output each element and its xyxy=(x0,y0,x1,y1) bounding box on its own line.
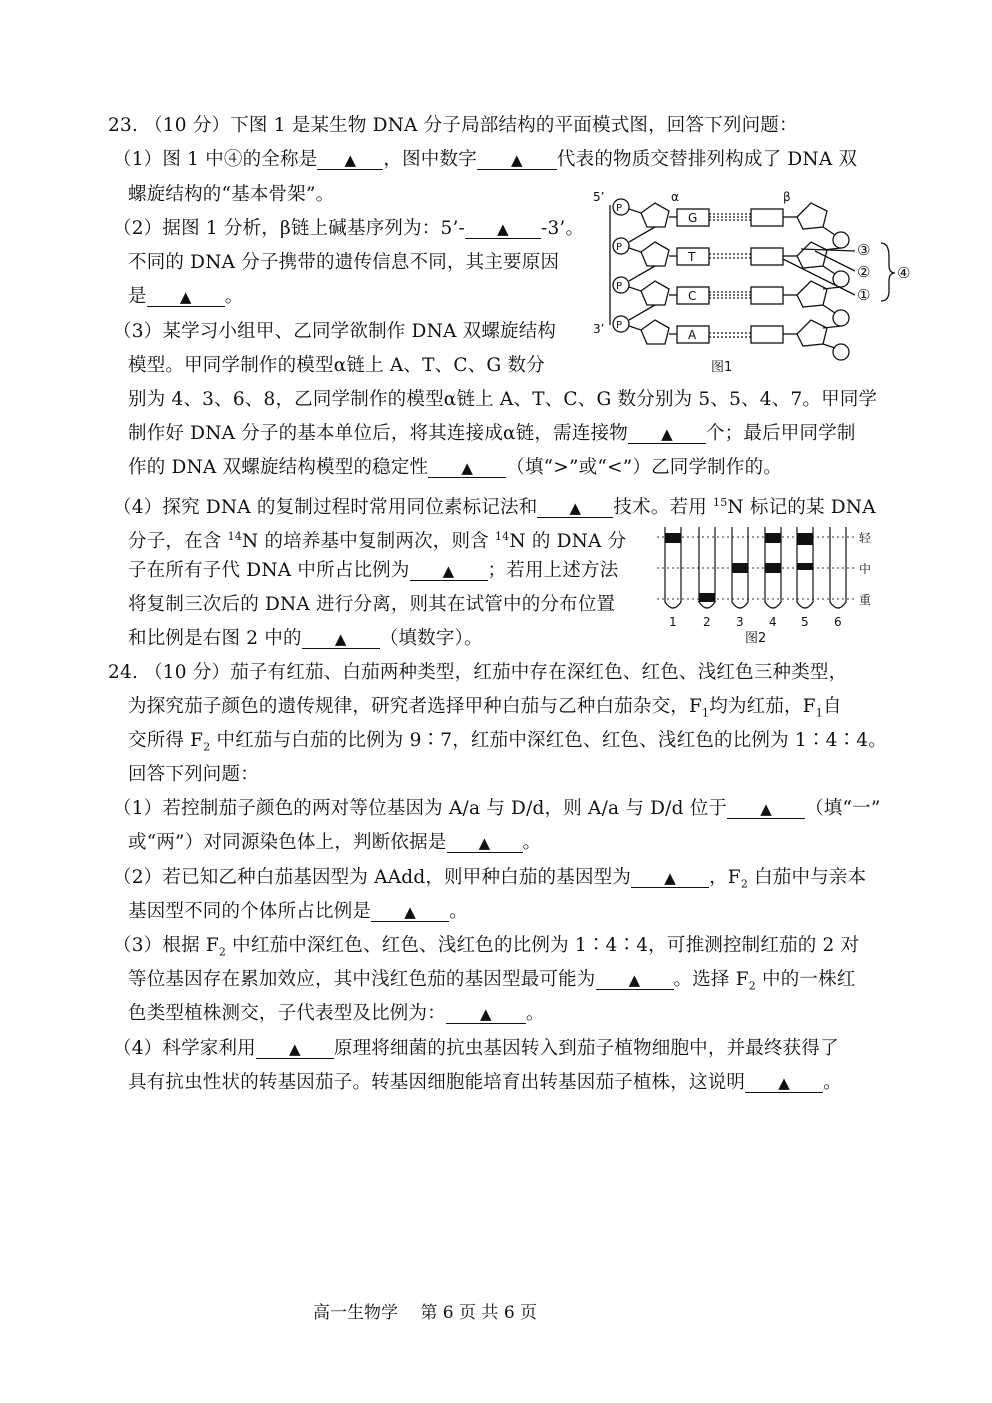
base-label-g: G xyxy=(688,211,698,225)
answer-blank[interactable] xyxy=(631,866,709,888)
q23-part4-text-g: 子在所有子代 DNA 中所占比例为 xyxy=(128,560,410,581)
q23-part3-text-a: 制作好 DNA 分子的基本单位后，将其连接成α链，需连接物 xyxy=(128,423,628,444)
tube-number: 5 xyxy=(801,615,809,629)
light-label: 轻 xyxy=(859,531,872,545)
blank-marker: ▲ xyxy=(179,288,192,306)
q24-text-a: 为探究茄子颜色的遗传规律，研究者选择甲种白茄与乙种白茄杂交，F xyxy=(128,696,703,717)
q23-part4-line5 xyxy=(128,627,483,651)
q23-part4-text-e: N 的培养基中复制两次，则含 xyxy=(242,531,495,553)
deoxyribose-pentagon xyxy=(641,320,669,344)
q23-part2-line xyxy=(113,217,584,241)
q24-part3-text-b: 中红茄中深红色、红色、浅红色的比例为 1∶4∶4，可推测控制红茄的 2 对 xyxy=(226,935,860,956)
dna-band xyxy=(797,533,813,545)
answer-blank[interactable] xyxy=(302,627,380,649)
phosphate-circle xyxy=(833,344,849,360)
dna-band xyxy=(797,563,813,570)
q23-part4-line3 xyxy=(128,559,618,583)
q23-part3-line4 xyxy=(128,422,856,446)
phosphate-circle xyxy=(833,232,849,248)
q23-part3-line1: （3）某学习小组甲、乙同学欲制作 DNA 双螺旋结构 xyxy=(113,321,557,342)
q23-part4-text-f: N 的 DNA 分 xyxy=(509,531,627,553)
q24-part4-text-a: （4）科学家利用 xyxy=(113,1038,256,1059)
base-label-t: T xyxy=(688,250,696,264)
q24-part1-text-d: 。 xyxy=(522,832,542,853)
q23-part4-text-b: 技术。若用 xyxy=(613,497,714,519)
subscript: 2 xyxy=(748,979,756,993)
deoxyribose-pentagon xyxy=(797,320,827,346)
q23-part3-text-d: （填“>”或“<”）乙同学制作的。 xyxy=(506,457,782,478)
answer-blank[interactable] xyxy=(371,900,449,922)
blank-marker: ▲ xyxy=(511,151,523,169)
blank-marker: ▲ xyxy=(461,459,474,477)
q24-part3-text-a: （3）根据 F xyxy=(113,935,219,956)
q24-stem-line3 xyxy=(128,729,887,760)
answer-blank[interactable] xyxy=(428,456,506,478)
q23-part2-text-b: -3’。 xyxy=(541,218,585,239)
isotope-superscript: 14 xyxy=(494,530,510,543)
subscript: 1 xyxy=(815,706,823,720)
q23-part4-text-c: N 标记的某 DNA xyxy=(727,497,876,519)
subscript: 2 xyxy=(203,740,211,754)
q23-part4-line4: 将复制三次后的 DNA 进行分离，则其在试管中的分布位置 xyxy=(128,594,616,615)
q24-part1-text-b: （填“一” xyxy=(805,798,881,819)
q23-part4-text-d: 分子，在含 xyxy=(128,531,228,553)
q24-part1-text-a: （1）若控制茄子颜色的两对等位基因为 A/a 与 D/d，则 A/a 与 D/d 位于 xyxy=(113,798,728,819)
blank-marker: ▲ xyxy=(497,220,509,238)
blank-marker: ▲ xyxy=(442,562,455,580)
q23-part2-line3 xyxy=(128,285,243,309)
answer-blank[interactable] xyxy=(147,285,225,307)
q24-part3-line3 xyxy=(128,1002,545,1026)
fig1-num4: ④ xyxy=(897,264,911,282)
answer-blank[interactable] xyxy=(446,1002,526,1024)
answer-blank[interactable] xyxy=(317,148,383,170)
q24-part3-text-f: 色类型植株测交，子代表型及比例为： xyxy=(128,1003,446,1024)
q24-part3-text-d: 。选择 F xyxy=(673,969,749,990)
fig1-label-3: 3’ xyxy=(593,322,605,336)
q24-part1-line1 xyxy=(113,797,881,821)
q24-part2-text-c: 白茄中与亲本 xyxy=(748,867,867,888)
blank-marker: ▲ xyxy=(628,971,641,989)
q23-part4-text-a: （4）探究 DNA 的复制过程时常用同位素标记法和 xyxy=(113,497,538,519)
q23-part4-line2 xyxy=(128,525,626,554)
answer-blank[interactable] xyxy=(256,1037,334,1059)
page-footer: 高一生物学 第 6 页 共 6 页 xyxy=(313,1303,538,1323)
base-box xyxy=(751,209,783,226)
phosphate-label: P xyxy=(616,242,623,253)
deoxyribose-pentagon xyxy=(641,281,669,305)
deoxyribose-pentagon xyxy=(641,242,669,266)
deoxyribose-pentagon xyxy=(797,203,827,229)
phosphate-label: P xyxy=(616,203,623,214)
q24-title: 24. （10 分）茄子有红茄、白茄两种类型，红茄中存在深红色、红色、浅红色三种类型， xyxy=(108,662,848,683)
tube-number: 2 xyxy=(703,615,711,629)
dna-band xyxy=(732,563,748,573)
dna-band xyxy=(665,533,681,543)
q24-part3-line2 xyxy=(128,968,856,999)
blank-marker: ▲ xyxy=(478,834,491,852)
deoxyribose-pentagon xyxy=(797,281,827,307)
dna-band xyxy=(765,533,781,543)
blank-marker: ▲ xyxy=(480,1005,492,1023)
fig1-caption: 图1 xyxy=(711,360,733,375)
subscript: 1 xyxy=(702,706,710,720)
answer-blank[interactable] xyxy=(727,797,805,819)
blank-marker: ▲ xyxy=(289,1040,301,1058)
q23-part3-line5 xyxy=(128,456,782,480)
q23-part1-text-b: ，图中数字 xyxy=(383,149,477,170)
blank-marker: ▲ xyxy=(661,425,673,443)
q24-text-e: 中红茄与白茄的比例为 9∶7，红茄中深红色、红色、浅红色的比例为 1∶4∶4。 xyxy=(210,730,887,751)
q24-part2-line1 xyxy=(113,866,866,897)
q23-title: 23. （10 分）下图 1 是某生物 DNA 分子局部结构的平面模式图，回答下列问题： xyxy=(108,115,798,136)
q24-stem-line2 xyxy=(128,695,842,726)
q23-part1-line2: 螺旋结构的“基本骨架”。 xyxy=(128,184,335,205)
answer-blank[interactable] xyxy=(410,559,488,581)
phosphate-label: P xyxy=(616,320,623,331)
tube-number: 4 xyxy=(769,615,777,629)
blank-marker: ▲ xyxy=(334,630,347,648)
blank-marker: ▲ xyxy=(569,499,582,518)
answer-blank[interactable] xyxy=(537,496,613,518)
q23-part2-text-d: 。 xyxy=(224,286,244,307)
base-box xyxy=(751,287,783,304)
answer-blank[interactable] xyxy=(477,148,557,170)
middle-label: 中 xyxy=(859,562,872,576)
tube-number: 6 xyxy=(834,615,842,629)
q23-part1-text-c: 代表的物质交替排列构成了 DNA 双 xyxy=(556,149,858,170)
centrifuge-tubes-figure xyxy=(655,522,885,647)
fig1-alpha: α xyxy=(671,190,679,204)
blank-marker: ▲ xyxy=(760,800,772,818)
q24-part4-text-b: 原理将细菌的抗虫基因转入到茄子植物细胞中，并最终获得了 xyxy=(333,1038,839,1059)
q24-text-b: 均为红茄，F xyxy=(709,696,816,717)
tube-number: 3 xyxy=(736,615,744,629)
q23-part2-text-a: （2）据图 1 分析，β链上碱基序列为：5’- xyxy=(113,218,466,239)
base-label-a: A xyxy=(688,328,697,342)
q24-part1-text-c: 或“两”）对同源染色体上，判断依据是 xyxy=(128,832,447,853)
q23-part4-text-j: （填数字）。 xyxy=(379,628,483,649)
blank-marker: ▲ xyxy=(404,903,416,921)
q24-part2-text-b: ，F xyxy=(709,867,741,888)
q23-part4-text-i: 和比例是右图 2 中的 xyxy=(128,628,302,649)
q24-text-d: 交所得 F xyxy=(128,730,204,751)
isotope-superscript: 14 xyxy=(227,530,242,543)
answer-blank[interactable] xyxy=(447,831,523,853)
q24-stem-line4: 回答下列问题： xyxy=(128,764,259,785)
q24-part3-text-e: 中的一株红 xyxy=(755,969,856,990)
blank-marker: ▲ xyxy=(344,151,357,169)
q24-text-c: 自 xyxy=(823,696,842,717)
q24-part4-text-c: 具有抗虫性状的转基因茄子。转基因细胞能培育出转基因茄子植株，这说明 xyxy=(128,1072,746,1093)
q24-part1-line2 xyxy=(128,831,541,855)
tube-number: 1 xyxy=(669,615,677,629)
q24-part3-line1 xyxy=(113,934,859,965)
q23-part1-text-a: （1）图 1 中④的全称是 xyxy=(113,149,318,170)
q24-part4-line1 xyxy=(113,1037,839,1061)
base-box xyxy=(751,248,783,265)
answer-blank[interactable] xyxy=(596,968,674,990)
q24-part2-text-d: 基因型不同的个体所占比例是 xyxy=(128,901,372,922)
answer-blank[interactable] xyxy=(745,1071,823,1093)
dna-structure-figure xyxy=(585,185,915,375)
q24-part4-text-d: 。 xyxy=(823,1072,842,1093)
dna-band xyxy=(765,563,781,573)
q24-part2-text-e: 。 xyxy=(449,901,468,922)
fig2-caption: 图2 xyxy=(745,631,767,646)
isotope-superscript: 15 xyxy=(713,496,728,509)
fig1-num3: ③ xyxy=(857,241,871,259)
base-label-c: C xyxy=(688,289,697,303)
fig1-beta: β xyxy=(783,190,791,204)
q24-part2-line2 xyxy=(128,900,468,924)
q23-part2-line2: 不同的 DNA 分子携带的遗传信息不同，其主要原因 xyxy=(128,252,560,273)
fig1-num2: ② xyxy=(857,263,871,281)
q23-part2-text-c: 是 xyxy=(128,286,147,307)
q23-part1-line xyxy=(113,148,857,172)
phosphate-circle xyxy=(833,310,849,326)
answer-blank[interactable] xyxy=(465,217,541,239)
q24-part4-line2 xyxy=(128,1071,842,1095)
q23-part3-line2: 模型。甲同学制作的模型α链上 A、T、C、G 数分 xyxy=(128,355,545,376)
blank-marker: ▲ xyxy=(778,1074,790,1092)
blank-marker: ▲ xyxy=(664,869,676,887)
fig1-num1: ① xyxy=(857,286,871,304)
q24-part3-text-g: 。 xyxy=(525,1003,545,1024)
q23-part4-line1 xyxy=(113,491,876,520)
answer-blank[interactable] xyxy=(628,422,706,444)
base-box xyxy=(751,326,783,343)
deoxyribose-pentagon xyxy=(641,203,669,227)
q23-part4-text-h: ；若用上述方法 xyxy=(487,560,619,581)
heavy-label: 重 xyxy=(859,593,872,607)
q24-part3-text-c: 等位基因存在累加效应，其中浅红色茄的基因型最可能为 xyxy=(128,969,596,990)
subscript: 2 xyxy=(740,877,749,891)
q23-part3-text-b: 个；最后甲同学制 xyxy=(705,423,856,444)
q24-part2-text-a: （2）若已知乙种白茄基因型为 AAdd，则甲种白茄的基因型为 xyxy=(113,867,632,888)
dna-band xyxy=(699,593,715,602)
subscript: 2 xyxy=(218,945,227,959)
q23-part3-line3: 别为 4、3、6、8，乙同学制作的模型α链上 A、T、C、G 数分别为 5、5、4、7。甲同学 xyxy=(128,389,878,410)
fig1-label-5: 5’ xyxy=(593,190,605,204)
phosphate-label: P xyxy=(616,281,623,292)
q23-part3-text-c: 作的 DNA 双螺旋结构模型的稳定性 xyxy=(128,457,429,478)
